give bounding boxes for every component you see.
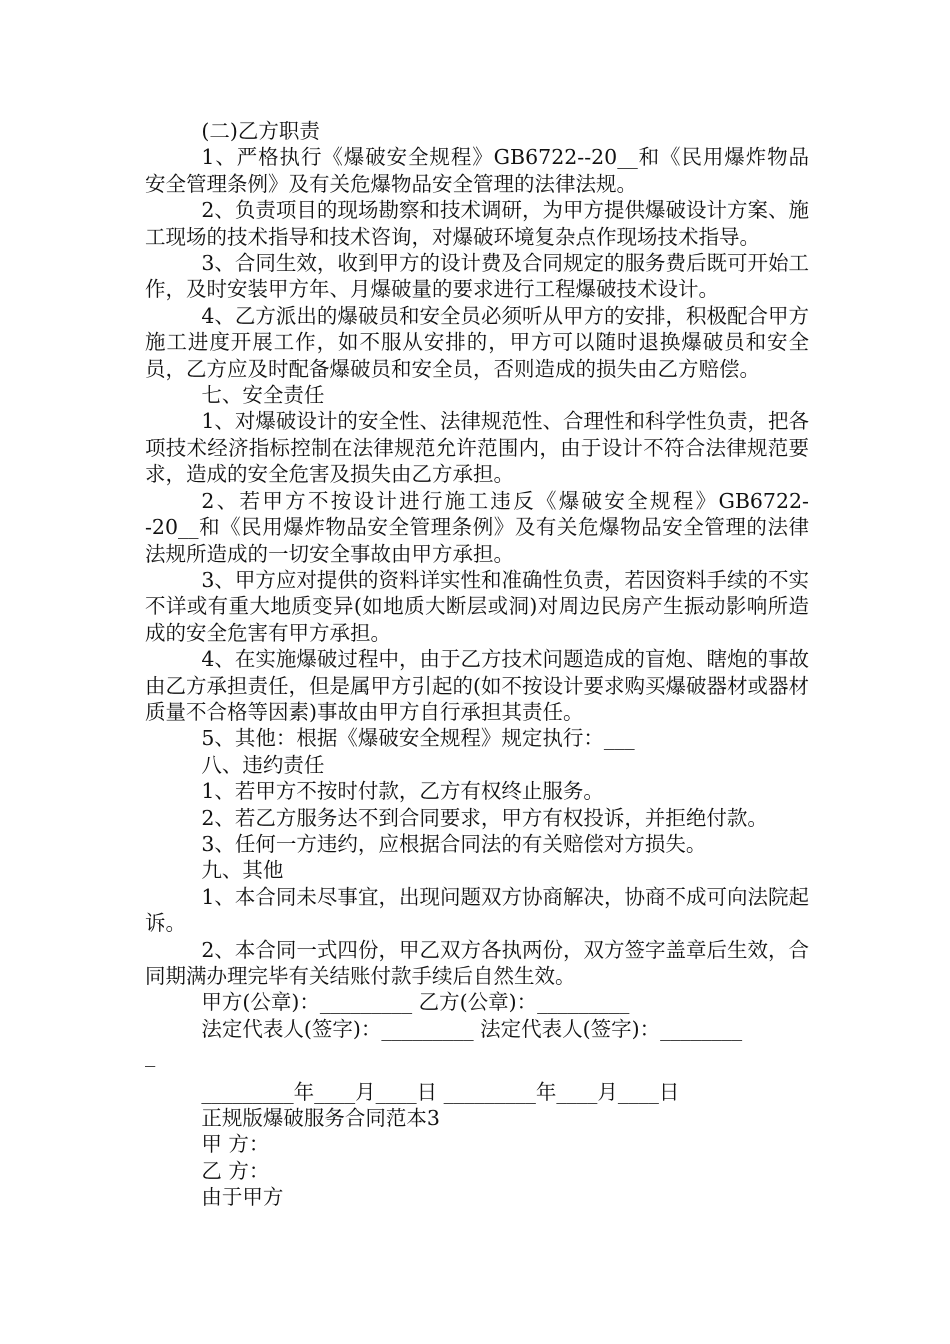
paragraph-9-2: 2、本合同一式四份，甲乙双方各执两份，双方签字盖章后生效，合同期满办理完毕有关结账付款手续后自然生效。 (145, 937, 809, 988)
paragraph-b3: 3、合同生效，收到甲方的设计费及合同规定的服务费后既可开始工作，及时安装甲方年、月爆破量的要求进行工程爆破技术设计。 (145, 251, 809, 302)
paragraph-b4: 4、乙方派出的爆破员和安全员必须听从甲方的安排，积极配合甲方施工进度开展工作，如不服从安排的，甲方可以随时退换爆破员和安全员，乙方应及时配备爆破员和安全员，否则造成的损失由乙方赔偿。 (145, 303, 809, 381)
party-a-label: 甲 方： (201, 1132, 270, 1157)
spacer (145, 1069, 809, 1079)
section-heading-8: 八、违约责任 (201, 752, 325, 777)
section-heading-b: (二)乙方职责 (201, 119, 320, 143)
next-contract-title: 正规版爆破服务合同范本3 (201, 1106, 440, 1131)
paragraph-8-1: 1、若甲方不按时付款，乙方有权终止服务。 (201, 779, 604, 804)
document-body (145, 118, 809, 1211)
signature-seal-line: 甲方(公章)：_________ 乙方(公章)：_________ (201, 990, 630, 1015)
section-heading-9: 九、其他 (201, 858, 284, 883)
section-heading-7: 七、安全责任 (201, 383, 325, 408)
paragraph-b2: 2、负责项目的现场勘察和技术调研，为甲方提供爆破设计方案、施工现场的技术指导和技术咨询，对爆破环境复杂点作现场技术指导。 (145, 198, 809, 249)
signature-representative-line: 法定代表人(签字)：_________ 法定代表人(签字)：________ (201, 1016, 743, 1041)
paragraph-8-3: 3、任何一方违约，应根据合同法的有关赔偿对方损失。 (201, 831, 707, 856)
signature-representative-tail: _ (145, 1043, 156, 1068)
recital-start: 由于甲方 (201, 1185, 284, 1210)
paragraph-7-3: 3、甲方应对提供的资料详实性和准确性负责，若因资料手续的不实不详或有重大地质变异(如地质大断层或洞)对周边民房产生振动影响所造成的安全危害有甲方承担。 (145, 567, 809, 645)
paragraph-7-5: 5、其他：根据《爆破安全规程》规定执行：___ (201, 726, 635, 751)
paragraph-7-2: 2、若甲方不按设计进行施工违反《爆破安全规程》GB6722--20__和《民用爆炸物品安全管理条例》及有关危爆物品安全管理的法律法规所造成的一切安全事故由甲方承担。 (145, 488, 809, 566)
paragraph-9-1: 1、本合同未尽事宜，出现问题双方协商解决，协商不成可向法院起诉。 (145, 884, 809, 936)
paragraph-7-1: 1、对爆破设计的安全性、法律规范性、合理性和科学性负责，把各项技术经济指标控制在法律规范允许范围内，由于设计不符合法律规范要求，造成的安全危害及损失由乙方承担。 (145, 409, 809, 487)
party-b-label: 乙 方： (201, 1158, 270, 1183)
paragraph-b1: 1、严格执行《爆破安全规程》GB6722--20__和《民用爆炸物品安全管理条例》及有关危爆物品安全管理的法律法规。 (145, 145, 809, 196)
signature-date-line: _________年____月____日 _________年____月____日 (201, 1079, 680, 1104)
paragraph-7-4: 4、在实施爆破过程中，由于乙方技术问题造成的盲炮、瞎炮的事故由乙方承担责任，但是属甲方引起的(如不按设计要求购买爆破器材或器材质量不合格等因素)事故由甲方自行承担其责任。 (145, 647, 809, 724)
paragraph-8-2: 2、若乙方服务达不到合同要求，甲方有权投诉，并拒绝付款。 (201, 805, 768, 830)
